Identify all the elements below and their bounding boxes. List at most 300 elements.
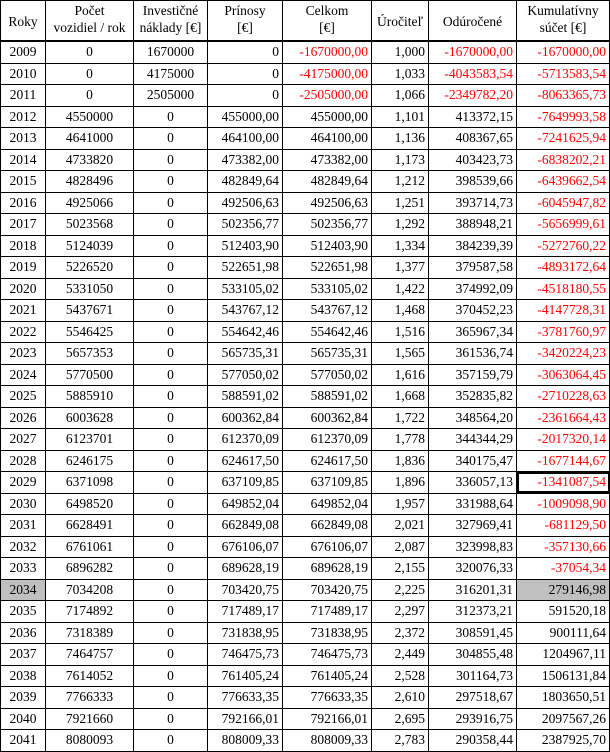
- cell-total: -2505000,00: [283, 85, 372, 107]
- table-row: [1, 687, 610, 709]
- cell-discount-factor: 2,155: [372, 558, 429, 580]
- cell-total: -1670000,00: [283, 41, 372, 63]
- table-row: [1, 644, 610, 666]
- cell-discounted: 340175,47: [429, 450, 517, 472]
- cell-investment: 0: [134, 665, 208, 687]
- cell-vehicles: 5657353: [46, 343, 134, 365]
- cell-cumulative: -6439662,54: [517, 171, 610, 193]
- cell-benefits: 533105,02: [208, 278, 283, 300]
- cell-cumulative: 1803650,51: [517, 687, 610, 709]
- cell-investment: 0: [134, 730, 208, 752]
- cell-cumulative: -5713583,54: [517, 63, 610, 85]
- cell-vehicles: 6896282: [46, 558, 134, 580]
- cell-vehicles: 6246175: [46, 450, 134, 472]
- cell-discount-factor: 1,212: [372, 171, 429, 193]
- cell-discount-factor: 2,528: [372, 665, 429, 687]
- table-row: [1, 321, 610, 343]
- cell-benefits: 588591,02: [208, 386, 283, 408]
- table-row: [1, 386, 610, 408]
- cell-benefits: 612370,09: [208, 429, 283, 451]
- table-row: [1, 536, 610, 558]
- cell-discount-factor: 1,136: [372, 128, 429, 150]
- cell-year: 2016: [1, 192, 46, 214]
- cell-total: 746475,73: [283, 644, 372, 666]
- cell-cumulative: -5272760,22: [517, 235, 610, 257]
- cell-cumulative: 279146,98: [517, 579, 610, 601]
- cell-year: 2040: [1, 708, 46, 730]
- cell-investment: 0: [134, 300, 208, 322]
- table-body: [1, 41, 610, 751]
- cell-total: 808009,33: [283, 730, 372, 752]
- table-row: [1, 579, 610, 601]
- cell-vehicles: 7174892: [46, 601, 134, 623]
- cell-discounted: 403423,73: [429, 149, 517, 171]
- cell-discounted: 398539,66: [429, 171, 517, 193]
- table-row: [1, 85, 610, 107]
- cell-vehicles: 0: [46, 63, 134, 85]
- header-discount-factor: Úročiteľ: [372, 1, 429, 42]
- cell-total: 533105,02: [283, 278, 372, 300]
- cell-investment: 0: [134, 558, 208, 580]
- table-row: [1, 235, 610, 257]
- cell-investment: 1670000: [134, 41, 208, 63]
- cell-vehicles: 6628491: [46, 515, 134, 537]
- cell-discounted: 348564,20: [429, 407, 517, 429]
- cell-year: 2013: [1, 128, 46, 150]
- cell-total: 588591,02: [283, 386, 372, 408]
- cell-year: 2014: [1, 149, 46, 171]
- cell-benefits: 761405,24: [208, 665, 283, 687]
- cell-cumulative: -37054,34: [517, 558, 610, 580]
- cell-total: 703420,75: [283, 579, 372, 601]
- cell-cumulative: -8063365,73: [517, 85, 610, 107]
- cell-discount-factor: 1,468: [372, 300, 429, 322]
- table-row: [1, 214, 610, 236]
- cell-discounted: 304855,48: [429, 644, 517, 666]
- cell-discount-factor: 1,616: [372, 364, 429, 386]
- cell-year: 2017: [1, 214, 46, 236]
- cell-benefits: 746475,73: [208, 644, 283, 666]
- cell-year: 2022: [1, 321, 46, 343]
- cell-vehicles: 7034208: [46, 579, 134, 601]
- cell-benefits: 600362,84: [208, 407, 283, 429]
- cell-discounted: 379587,58: [429, 257, 517, 279]
- table-row: [1, 493, 610, 515]
- cell-total: 577050,02: [283, 364, 372, 386]
- table-row: [1, 558, 610, 580]
- cell-year: 2011: [1, 85, 46, 107]
- cell-cumulative: -357130,66: [517, 536, 610, 558]
- cell-discount-factor: 1,377: [372, 257, 429, 279]
- cell-total: 637109,85: [283, 472, 372, 494]
- cell-discount-factor: 2,372: [372, 622, 429, 644]
- cell-discount-factor: 1,422: [372, 278, 429, 300]
- cell-total: 554642,46: [283, 321, 372, 343]
- cell-benefits: 0: [208, 85, 283, 107]
- cell-discounted: 323998,83: [429, 536, 517, 558]
- cell-total: 543767,12: [283, 300, 372, 322]
- cell-investment: 0: [134, 493, 208, 515]
- cell-vehicles: 7921660: [46, 708, 134, 730]
- cell-benefits: 637109,85: [208, 472, 283, 494]
- cell-discount-factor: 1,836: [372, 450, 429, 472]
- cell-cumulative: 591520,18: [517, 601, 610, 623]
- table-row: [1, 192, 610, 214]
- cell-discount-factor: 1,000: [372, 41, 429, 63]
- cell-discounted: 290358,44: [429, 730, 517, 752]
- table-row: [1, 106, 610, 128]
- table-row: [1, 364, 610, 386]
- cell-discount-factor: 2,449: [372, 644, 429, 666]
- cell-vehicles: 6761061: [46, 536, 134, 558]
- cell-year: 2030: [1, 493, 46, 515]
- cell-year: 2038: [1, 665, 46, 687]
- cell-total: 761405,24: [283, 665, 372, 687]
- cell-cumulative: -6838202,21: [517, 149, 610, 171]
- cell-discounted: 384239,39: [429, 235, 517, 257]
- cell-benefits: 717489,17: [208, 601, 283, 623]
- cell-cumulative: -3420224,23: [517, 343, 610, 365]
- cell-year: 2041: [1, 730, 46, 752]
- cell-investment: 0: [134, 644, 208, 666]
- cell-discounted: 336057,13: [429, 472, 517, 494]
- cell-cumulative: 1204967,11: [517, 644, 610, 666]
- cell-year: 2023: [1, 343, 46, 365]
- cell-cumulative: -4893172,64: [517, 257, 610, 279]
- cell-discounted: 331988,64: [429, 493, 517, 515]
- header-total: Celkom [€]: [283, 1, 372, 42]
- cell-vehicles: 0: [46, 41, 134, 63]
- cell-vehicles: 7464757: [46, 644, 134, 666]
- cell-total: 502356,77: [283, 214, 372, 236]
- cell-discounted: 370452,23: [429, 300, 517, 322]
- cell-investment: 0: [134, 321, 208, 343]
- cell-vehicles: 6498520: [46, 493, 134, 515]
- cell-total: 565735,31: [283, 343, 372, 365]
- cell-benefits: 662849,08: [208, 515, 283, 537]
- cell-benefits: 649852,04: [208, 493, 283, 515]
- header-vehicles: Počet vozidiel / rok: [46, 1, 134, 42]
- cell-discounted: 413372,15: [429, 106, 517, 128]
- cell-investment: 0: [134, 343, 208, 365]
- cell-benefits: 482849,64: [208, 171, 283, 193]
- cell-total: 492506,63: [283, 192, 372, 214]
- cell-vehicles: 4641000: [46, 128, 134, 150]
- cell-benefits: 731838,95: [208, 622, 283, 644]
- cell-vehicles: 0: [46, 85, 134, 107]
- cell-cumulative: -1009098,90: [517, 493, 610, 515]
- cell-total: 776633,35: [283, 687, 372, 709]
- cell-vehicles: 7614052: [46, 665, 134, 687]
- table-row: [1, 407, 610, 429]
- cell-cumulative: 900111,64: [517, 622, 610, 644]
- cell-investment: 4175000: [134, 63, 208, 85]
- cell-benefits: 808009,33: [208, 730, 283, 752]
- table-row: [1, 601, 610, 623]
- cell-discounted: 361536,74: [429, 343, 517, 365]
- cell-year: 2032: [1, 536, 46, 558]
- cell-benefits: 473382,00: [208, 149, 283, 171]
- cell-year: 2039: [1, 687, 46, 709]
- cell-discount-factor: 2,087: [372, 536, 429, 558]
- table-row: [1, 708, 610, 730]
- cell-discount-factor: 1,957: [372, 493, 429, 515]
- cell-investment: 0: [134, 214, 208, 236]
- cell-benefits: 492506,63: [208, 192, 283, 214]
- cell-total: 624617,50: [283, 450, 372, 472]
- cell-year: 2009: [1, 41, 46, 63]
- cell-vehicles: 5546425: [46, 321, 134, 343]
- header-row: [1, 1, 610, 42]
- cell-year: 2031: [1, 515, 46, 537]
- cell-discounted: 388948,21: [429, 214, 517, 236]
- cell-discount-factor: 1,173: [372, 149, 429, 171]
- table-row: [1, 450, 610, 472]
- cell-cumulative: -3063064,45: [517, 364, 610, 386]
- table-row: [1, 730, 610, 752]
- cell-investment: 0: [134, 515, 208, 537]
- cell-discounted: 408367,65: [429, 128, 517, 150]
- cell-year: 2027: [1, 429, 46, 451]
- cell-year: 2025: [1, 386, 46, 408]
- cell-total: 455000,00: [283, 106, 372, 128]
- cell-year: 2034: [1, 579, 46, 601]
- cell-year: 2037: [1, 644, 46, 666]
- cell-benefits: 0: [208, 63, 283, 85]
- cell-year: 2029: [1, 472, 46, 494]
- cell-investment: 0: [134, 601, 208, 623]
- cell-benefits: 502356,77: [208, 214, 283, 236]
- cell-year: 2018: [1, 235, 46, 257]
- cell-discounted: -1670000,00: [429, 41, 517, 63]
- cell-year: 2015: [1, 171, 46, 193]
- cell-vehicles: 7318389: [46, 622, 134, 644]
- cell-benefits: 543767,12: [208, 300, 283, 322]
- cell-investment: 0: [134, 407, 208, 429]
- cell-discount-factor: 2,225: [372, 579, 429, 601]
- table-row: [1, 149, 610, 171]
- cell-cumulative: -4518180,55: [517, 278, 610, 300]
- table-row: [1, 622, 610, 644]
- cell-vehicles: 5226520: [46, 257, 134, 279]
- cell-cumulative: 2387925,70: [517, 730, 610, 752]
- cell-benefits: 689628,19: [208, 558, 283, 580]
- cell-investment: 0: [134, 149, 208, 171]
- cell-benefits: 554642,46: [208, 321, 283, 343]
- table-row: [1, 41, 610, 63]
- cell-investment: 0: [134, 579, 208, 601]
- cell-discount-factor: 1,516: [372, 321, 429, 343]
- cell-cumulative: 1506131,84: [517, 665, 610, 687]
- cell-total: -4175000,00: [283, 63, 372, 85]
- cell-benefits: 776633,35: [208, 687, 283, 709]
- cell-total: 731838,95: [283, 622, 372, 644]
- cell-discount-factor: 1,334: [372, 235, 429, 257]
- cell-discounted: 316201,31: [429, 579, 517, 601]
- cell-investment: 0: [134, 257, 208, 279]
- cell-discounted: 352835,82: [429, 386, 517, 408]
- table-row: [1, 300, 610, 322]
- header-discounted: Odúročené: [429, 1, 517, 42]
- cell-discounted: 312373,21: [429, 601, 517, 623]
- cell-discounted: 357159,79: [429, 364, 517, 386]
- cell-total: 662849,08: [283, 515, 372, 537]
- cell-investment: 0: [134, 536, 208, 558]
- cell-discount-factor: 1,722: [372, 407, 429, 429]
- cell-vehicles: 7766333: [46, 687, 134, 709]
- cell-total: 649852,04: [283, 493, 372, 515]
- cell-cumulative: -6045947,82: [517, 192, 610, 214]
- cell-discount-factor: 1,251: [372, 192, 429, 214]
- cell-vehicles: 8080093: [46, 730, 134, 752]
- cell-discounted: 301164,73: [429, 665, 517, 687]
- cell-year: 2028: [1, 450, 46, 472]
- header-years: Roky: [1, 1, 46, 42]
- cell-discounted: 320076,33: [429, 558, 517, 580]
- cell-investment: 0: [134, 235, 208, 257]
- cell-investment: 0: [134, 171, 208, 193]
- cell-total: 689628,19: [283, 558, 372, 580]
- cell-year: 2010: [1, 63, 46, 85]
- cell-benefits: 455000,00: [208, 106, 283, 128]
- cell-benefits: 577050,02: [208, 364, 283, 386]
- cell-vehicles: 4828496: [46, 171, 134, 193]
- cell-discount-factor: 2,610: [372, 687, 429, 709]
- cell-total: 600362,84: [283, 407, 372, 429]
- cell-year: 2033: [1, 558, 46, 580]
- cell-benefits: 792166,01: [208, 708, 283, 730]
- cell-discount-factor: 2,695: [372, 708, 429, 730]
- cell-vehicles: 5124039: [46, 235, 134, 257]
- cell-year: 2021: [1, 300, 46, 322]
- cell-discount-factor: 1,668: [372, 386, 429, 408]
- cell-vehicles: 6003628: [46, 407, 134, 429]
- cell-discounted: 344344,29: [429, 429, 517, 451]
- cell-vehicles: 5885910: [46, 386, 134, 408]
- cell-discount-factor: 2,297: [372, 601, 429, 623]
- table-row: [1, 278, 610, 300]
- cell-discount-factor: 1,292: [372, 214, 429, 236]
- cell-cumulative: -7649993,58: [517, 106, 610, 128]
- cell-vehicles: 4550000: [46, 106, 134, 128]
- cell-total: 464100,00: [283, 128, 372, 150]
- cell-total: 612370,09: [283, 429, 372, 451]
- cell-vehicles: 5331050: [46, 278, 134, 300]
- cell-cumulative: 2097567,26: [517, 708, 610, 730]
- cell-total: 512403,90: [283, 235, 372, 257]
- cell-vehicles: 5023568: [46, 214, 134, 236]
- cell-discounted: 327969,41: [429, 515, 517, 537]
- cell-year: 2020: [1, 278, 46, 300]
- table-row: [1, 171, 610, 193]
- cell-discount-factor: 1,066: [372, 85, 429, 107]
- table-row: [1, 515, 610, 537]
- cell-investment: 0: [134, 450, 208, 472]
- cell-cumulative: -2710228,63: [517, 386, 610, 408]
- cell-total: 473382,00: [283, 149, 372, 171]
- header-investment: Investičné náklady [€]: [134, 1, 208, 42]
- cell-year: 2012: [1, 106, 46, 128]
- cell-vehicles: 6371098: [46, 472, 134, 494]
- cell-investment: 0: [134, 472, 208, 494]
- cell-total: 717489,17: [283, 601, 372, 623]
- cell-investment: 0: [134, 708, 208, 730]
- cell-total: 676106,07: [283, 536, 372, 558]
- cell-investment: 0: [134, 429, 208, 451]
- header-benefits: Prínosy [€]: [208, 1, 283, 42]
- cell-discounted: 393714,73: [429, 192, 517, 214]
- cell-discount-factor: 1,565: [372, 343, 429, 365]
- cell-benefits: 565735,31: [208, 343, 283, 365]
- cell-cumulative: -3781760,97: [517, 321, 610, 343]
- cell-investment: 0: [134, 364, 208, 386]
- cell-discount-factor: 2,783: [372, 730, 429, 752]
- cell-total: 482849,64: [283, 171, 372, 193]
- cell-investment: 0: [134, 386, 208, 408]
- cell-cumulative: -2361664,43: [517, 407, 610, 429]
- cell-vehicles: 6123701: [46, 429, 134, 451]
- cell-discounted: 374992,09: [429, 278, 517, 300]
- cell-year: 2019: [1, 257, 46, 279]
- cell-vehicles: 4733820: [46, 149, 134, 171]
- cell-year: 2035: [1, 601, 46, 623]
- table-row: [1, 63, 610, 85]
- header-cumulative: Kumulatívny súčet [€]: [517, 1, 610, 42]
- cell-vehicles: 4925066: [46, 192, 134, 214]
- cell-cumulative: -1670000,00: [517, 41, 610, 63]
- cell-total: 522651,98: [283, 257, 372, 279]
- table-row: [1, 429, 610, 451]
- cell-cumulative: -4147728,31: [517, 300, 610, 322]
- table-row: [1, 472, 610, 494]
- cell-investment: 2505000: [134, 85, 208, 107]
- cell-investment: 0: [134, 128, 208, 150]
- cell-investment: 0: [134, 278, 208, 300]
- cell-benefits: 676106,07: [208, 536, 283, 558]
- cell-discount-factor: 1,101: [372, 106, 429, 128]
- cell-discounted: 297518,67: [429, 687, 517, 709]
- cell-investment: 0: [134, 192, 208, 214]
- cell-vehicles: 5437671: [46, 300, 134, 322]
- cell-discount-factor: 1,778: [372, 429, 429, 451]
- table-row: [1, 665, 610, 687]
- cell-cumulative: -1341087,54: [517, 472, 610, 494]
- cell-vehicles: 5770500: [46, 364, 134, 386]
- cell-benefits: 464100,00: [208, 128, 283, 150]
- cell-benefits: 522651,98: [208, 257, 283, 279]
- cell-benefits: 624617,50: [208, 450, 283, 472]
- cell-investment: 0: [134, 622, 208, 644]
- cell-discount-factor: 1,033: [372, 63, 429, 85]
- cell-cumulative: -5656999,61: [517, 214, 610, 236]
- table-row: [1, 257, 610, 279]
- table-row: [1, 343, 610, 365]
- cell-discounted: 365967,34: [429, 321, 517, 343]
- cell-discounted: 308591,45: [429, 622, 517, 644]
- cell-cumulative: -7241625,94: [517, 128, 610, 150]
- cell-benefits: 703420,75: [208, 579, 283, 601]
- cell-discounted: -4043583,54: [429, 63, 517, 85]
- cell-year: 2024: [1, 364, 46, 386]
- cell-investment: 0: [134, 106, 208, 128]
- cell-year: 2036: [1, 622, 46, 644]
- table-row: [1, 128, 610, 150]
- cell-cumulative: -2017320,14: [517, 429, 610, 451]
- cell-discount-factor: 2,021: [372, 515, 429, 537]
- cell-benefits: 0: [208, 41, 283, 63]
- cell-discounted: -2349782,20: [429, 85, 517, 107]
- cell-discounted: 293916,75: [429, 708, 517, 730]
